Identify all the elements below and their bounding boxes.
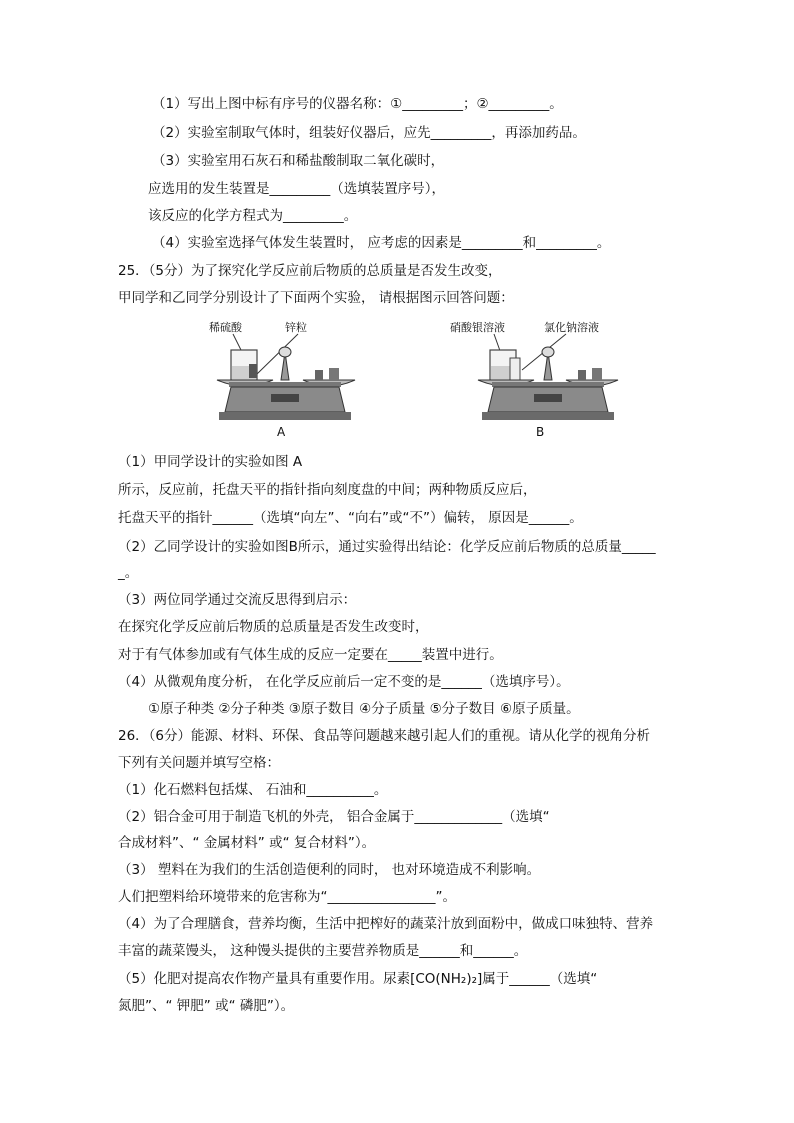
q24-line-4: 应选用的发生装置是_________（选填装置序号），	[148, 181, 445, 197]
q24-line-3: （3）实验室用石灰石和稀盐酸制取二氧化碳时，	[152, 153, 445, 169]
q26-line-8: （4）为了合理膳食，营养均衡，生活中把榨好的蔬菜汁放到面粉中，做成口味独特、营养	[118, 916, 654, 932]
q25-line-6: （2）乙同学设计的实验如图B所示，通过实验得出结论：化学反应前后物质的总质量_____	[118, 539, 656, 555]
q25-line-7: _。	[118, 565, 139, 581]
q26-line-7: 人们把塑料给环境带来的危害称为“________________”。	[118, 889, 456, 905]
balance-b-icon	[470, 314, 630, 426]
q26-line-9: 丰富的蔬菜馒头， 这种馒头提供的主要营养物质是______和______。	[118, 943, 528, 959]
q25-line-3: （1）甲同学设计的实验如图 A	[118, 454, 303, 470]
figure-a-balance	[205, 314, 365, 439]
figure-b-balance	[450, 314, 630, 439]
figure-b-label-sodium-chloride: 氯化钠溶液	[544, 321, 599, 334]
q25-line-8: （3）两位同学通过交流反思得到启示：	[118, 592, 357, 608]
q25-line-5: 托盘天平的指针______（选填“向左”、“向右”或“不”）偏转， 原因是______。	[118, 510, 583, 526]
q25-line-4: 所示，反应前，托盘天平的指针指向刻度盘的中间；两种物质反应后，	[118, 482, 537, 498]
balance-a-icon	[205, 314, 365, 426]
q26-line-10: （5）化肥对提高农作物产量具有重要作用。尿素[CO(NH₂)₂]属于______（选填“	[118, 971, 598, 987]
q26-line-2: 下列有关问题并填写空格：	[118, 755, 280, 771]
q26-line-6: （3） 塑料在为我们的生活创造便利的同时， 也对环境造成不利影响。	[118, 862, 541, 878]
figure-a-label-acid: 稀硫酸	[209, 321, 242, 334]
figure-a-label-zinc: 锌粒	[285, 321, 307, 334]
q26-line-11: 氮肥”、“ 钾肥” 或“ 磷肥”）。	[118, 998, 295, 1014]
q24-line-2: （2）实验室制取气体时，组装好仪器后，应先_________，再添加药品。	[152, 125, 586, 141]
q26-line-3: （1）化石燃料包括煤、 石油和__________。	[118, 782, 388, 798]
figure-a-caption: A	[277, 425, 286, 439]
q25-line-9: 在探究化学反应前后物质的总质量是否发生改变时，	[118, 619, 429, 635]
q24-line-6: （4）实验室选择气体发生装置时， 应考虑的因素是_________和_________。	[152, 235, 611, 251]
q25-line-10: 对于有气体参加或有气体生成的反应一定要在_____装置中进行。	[118, 647, 503, 663]
q25-heading: 25．（5分）为了探究化学反应前后物质的总质量是否发生改变，	[118, 263, 502, 279]
q24-line-1: （1）写出上图中标有序号的仪器名称：①_________；②_________。	[152, 96, 563, 112]
q26-line-4: （2）铝合金可用于制造飞机的外壳， 铝合金属于_____________（选填“	[118, 809, 550, 825]
q26-line-5: 合成材料”、“ 金属材料” 或“ 复合材料”）。	[118, 835, 376, 851]
q25-line-11: （4）从微观角度分析， 在化学反应前后一定不变的是______（选填序号）。	[118, 674, 570, 690]
q24-line-5: 该反应的化学方程式为_________。	[148, 208, 358, 224]
q25-intro: 甲同学和乙同学分别设计了下面两个实验， 请根据图示回答问题：	[118, 290, 514, 306]
q26-heading: 26．（6分）能源、材料、环保、食品等问题越来越引起人们的重视。请从化学的视角分析	[118, 728, 651, 744]
q25-options: ①原子种类 ②分子种类 ③原子数目 ④分子质量 ⑤分子数目 ⑥原子质量。	[148, 701, 580, 717]
figure-b-label-silver-nitrate: 硝酸银溶液	[450, 321, 505, 334]
figure-b-caption: B	[536, 425, 545, 439]
